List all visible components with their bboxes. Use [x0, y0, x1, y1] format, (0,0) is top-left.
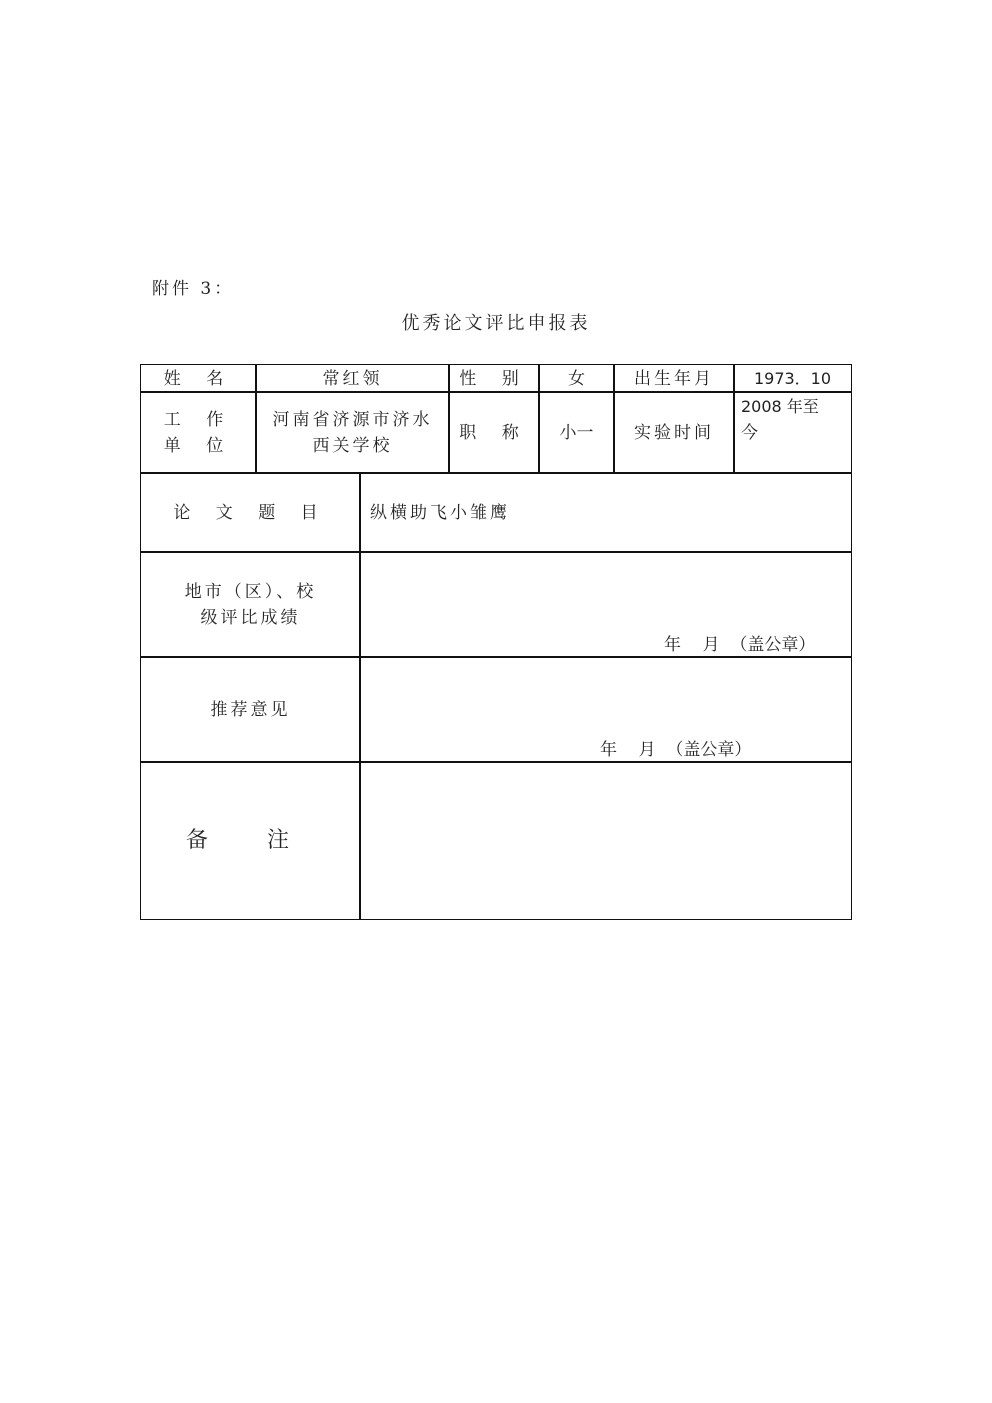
birth-value: 1973．10 — [733, 364, 852, 393]
city-eval-label: 地市（区）、校 级评比成绩 — [140, 551, 361, 658]
paper-title-value: 纵横助飞小雏鹰 — [359, 472, 852, 553]
recommend-label: 推荐意见 — [140, 656, 361, 763]
work-unit-value: 河南省济源市济水 西关学校 — [255, 391, 450, 474]
remarks-label: 备 注 — [140, 761, 361, 920]
job-title-label: 职 称 — [448, 391, 540, 474]
form-title: 优秀论文评比申报表 — [401, 313, 591, 334]
experiment-time-label: 实验时间 — [613, 391, 735, 474]
attachment-label: 附件 3： — [152, 279, 235, 299]
job-title-value: 小一 — [538, 391, 615, 474]
name-label: 姓 名 — [140, 364, 257, 393]
recommend-value — [359, 656, 852, 763]
paper-title-label: 论 文 题 目 — [140, 472, 361, 553]
recommend-stamp: 年 月 （盖公章） — [600, 740, 752, 760]
experiment-time-value: 2008 年至 今 — [733, 391, 852, 474]
gender-label: 性 别 — [448, 364, 540, 393]
gender-value: 女 — [538, 364, 615, 393]
city-eval-stamp: 年 月 （盖公章） — [664, 635, 816, 655]
work-unit-label: 工 作 单 位 — [140, 391, 257, 474]
birth-label: 出生年月 — [613, 364, 735, 393]
name-value: 常红领 — [255, 364, 450, 393]
city-eval-value — [359, 551, 852, 658]
remarks-value — [359, 761, 852, 920]
